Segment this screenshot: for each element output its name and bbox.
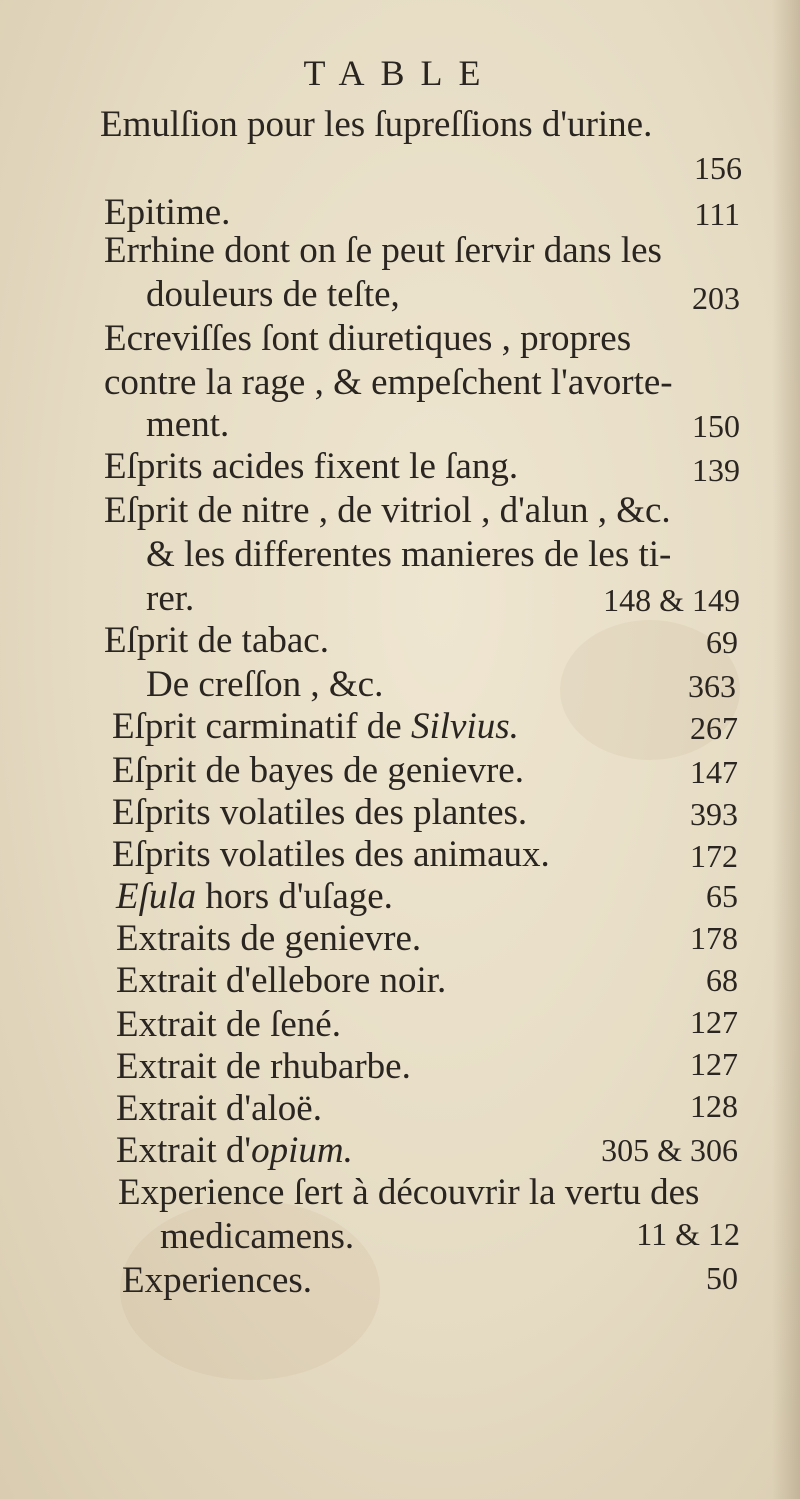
index-entry-text: Experience ſert à découvrir la vertu des bbox=[118, 1172, 700, 1213]
index-entry-text: Extrait de rhubarbe. bbox=[116, 1046, 411, 1087]
index-entry-text: Eſprits acides fixent le ſang. bbox=[104, 446, 519, 487]
index-entry-italic: opium. bbox=[251, 1130, 353, 1171]
index-entry-page: 267 bbox=[690, 710, 738, 746]
index-entry-text: De creſſon , &c. bbox=[146, 664, 384, 705]
index-entry-text: ment. bbox=[146, 404, 230, 445]
index-entry-italic: Silvius. bbox=[410, 706, 519, 747]
index-entry-text: Ecreviſſes ſont diuretiques , propres bbox=[104, 318, 632, 359]
index-entry-text bbox=[116, 878, 393, 915]
index-entry-page: 111 bbox=[694, 196, 740, 232]
index-entry-text: Extrait d'ellebore noir. bbox=[116, 960, 447, 1001]
index-entry-text: Errhine dont on ſe peut ſervir dans les bbox=[104, 230, 662, 271]
index-entry-text: Experiences. bbox=[122, 1260, 313, 1301]
index-entry-page: 178 bbox=[690, 920, 738, 956]
index-entry-text: Eſprit de nitre , de vitriol , d'alun , &c. bbox=[104, 490, 671, 531]
page-edge-shadow bbox=[772, 0, 800, 1499]
index-entry-text: Eſprits volatiles des plantes. bbox=[112, 792, 528, 833]
index-entry-page: 50 bbox=[706, 1260, 738, 1296]
index-entry-text: Epitime. bbox=[104, 192, 231, 233]
index-entry-text: Extrait de ſené. bbox=[116, 1004, 341, 1045]
index-entry-text: Emulſion pour les ſupreſſions d'urine. bbox=[100, 104, 653, 145]
index-entry-page: 65 bbox=[706, 878, 738, 914]
index-entry-page: 148 & 149 bbox=[603, 582, 740, 618]
index-entry-text: rer. bbox=[146, 578, 195, 619]
running-head: TABLE bbox=[303, 53, 497, 93]
index-entry-page: 127 bbox=[690, 1004, 738, 1040]
index-entry-text: medicamens. bbox=[160, 1216, 355, 1257]
index-entry-italic: Eſula bbox=[116, 876, 197, 917]
index-entry-text: Eſprit de tabac. bbox=[104, 620, 329, 661]
index-entry-page: 305 & 306 bbox=[601, 1132, 738, 1168]
index-entry-page: 203 bbox=[692, 280, 740, 316]
index-entry-page: 150 bbox=[692, 408, 740, 444]
index-entry-text: Eſprit de bayes de genievre. bbox=[112, 750, 524, 791]
index-entry-text bbox=[112, 708, 519, 745]
index-entry-page: 128 bbox=[690, 1088, 738, 1124]
index-entry-page: 69 bbox=[706, 624, 738, 660]
index-entry-text: & les differentes manieres de les ti- bbox=[146, 534, 672, 575]
index-entry-text: Eſprits volatiles des animaux. bbox=[112, 834, 550, 875]
index-entry-page: 147 bbox=[690, 754, 738, 790]
index-entry-text bbox=[116, 1132, 353, 1169]
index-entry-page: 11 & 12 bbox=[636, 1216, 740, 1252]
index-entry-page: 127 bbox=[690, 1046, 738, 1082]
index-entry-page: 68 bbox=[706, 962, 738, 998]
index-entry-text: Extraits de genievre. bbox=[116, 918, 422, 959]
index-entry-page: 156 bbox=[694, 150, 742, 186]
index-entry-text-part: Extrait d' bbox=[116, 1130, 252, 1171]
index-entry-text-part: Eſprit carminatif de bbox=[112, 706, 411, 747]
index-entry-page: 393 bbox=[690, 796, 738, 832]
index-entry-text: douleurs de teſte, bbox=[146, 274, 400, 315]
index-entry-text: Extrait d'aloë. bbox=[116, 1088, 322, 1129]
index-entry-page: 363 bbox=[688, 668, 736, 704]
index-entry-page: 139 bbox=[692, 452, 740, 488]
index-entry-page: 172 bbox=[690, 838, 738, 874]
index-entry-text: contre la rage , & empeſchent l'avorte- bbox=[104, 362, 673, 403]
index-entry-text-part: hors d'uſage. bbox=[196, 876, 393, 917]
